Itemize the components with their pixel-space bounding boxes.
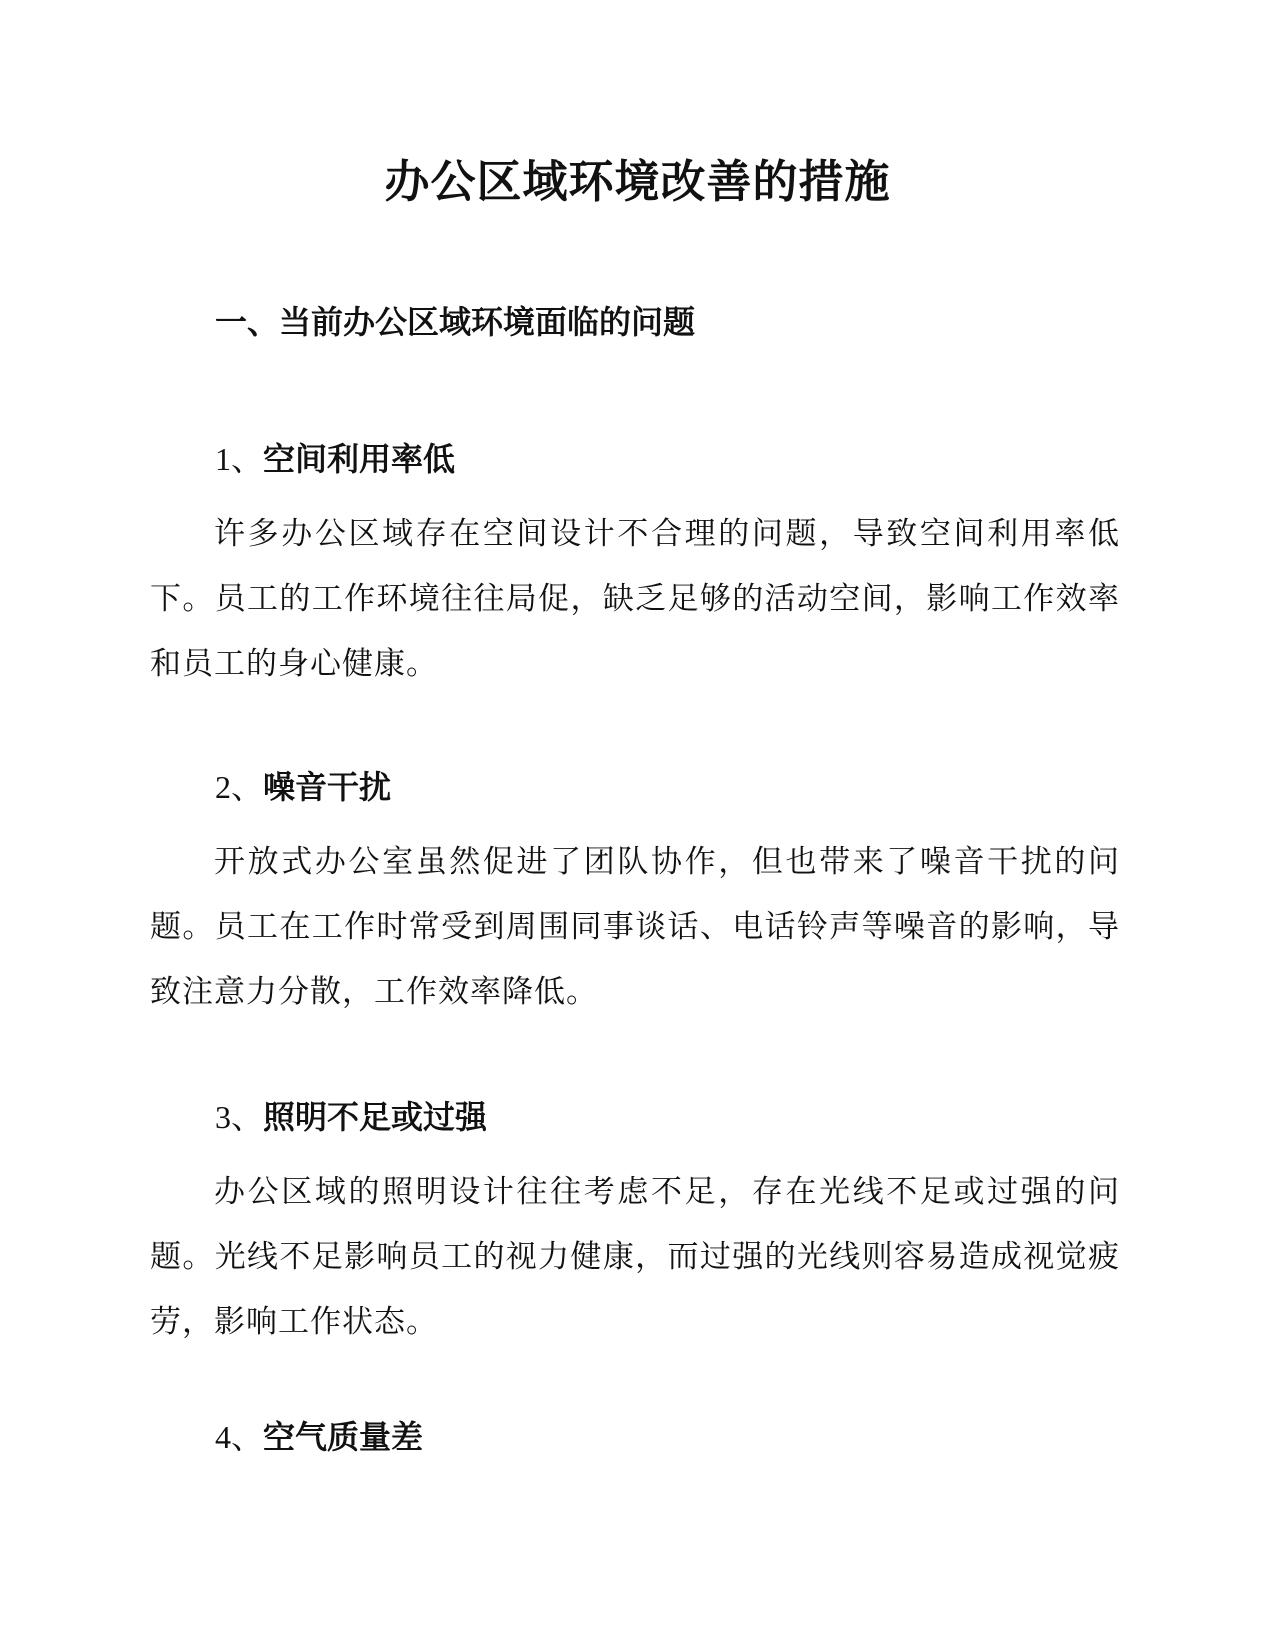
subsection-heading — [215, 1095, 1120, 1139]
subsection-number: 1、 — [215, 441, 264, 477]
subsection-number: 4、 — [215, 1419, 264, 1455]
subsection-paragraph: 开放式办公室虽然促进了团队协作，但也带来了噪音干扰的问题。员工在工作时常受到周围同事谈话、电话铃声等噪音的影响，导致注意力分散，工作效率降低。 — [150, 844, 1120, 1010]
subsection-lighting — [150, 1095, 1120, 1355]
subsection-paragraph: 办公区域的照明设计往往考虑不足，存在光线不足或过强的问题。光线不足影响员工的视力健康，而过强的光线则容易造成视觉疲劳，影响工作状态。 — [150, 1174, 1120, 1340]
document-title: 办公区域环境改善的措施 — [384, 155, 891, 208]
subsection-title: 空气质量差 — [263, 1418, 424, 1456]
subsection-heading — [215, 437, 1120, 481]
section-heading: 一、当前办公区域环境面临的问题 — [215, 303, 696, 341]
subsection-noise — [150, 765, 1120, 1025]
subsection-paragraph: 许多办公区域存在空间设计不合理的问题，导致空间利用率低下。员工的工作环境往往局促，缺乏足够的活动空间，影响工作效率和员工的身心健康。 — [150, 516, 1120, 682]
subsection-number: 2、 — [215, 769, 264, 805]
subsection-number: 3、 — [215, 1099, 264, 1135]
subsection-title: 空间利用率低 — [263, 440, 456, 478]
subsection-title: 噪音干扰 — [263, 768, 392, 806]
subsection-heading — [215, 1415, 1120, 1459]
subsection-heading — [215, 765, 1120, 809]
subsection-air-quality — [150, 1415, 1120, 1459]
subsection-title: 照明不足或过强 — [263, 1098, 488, 1136]
subsection-space-utilization — [150, 437, 1120, 697]
